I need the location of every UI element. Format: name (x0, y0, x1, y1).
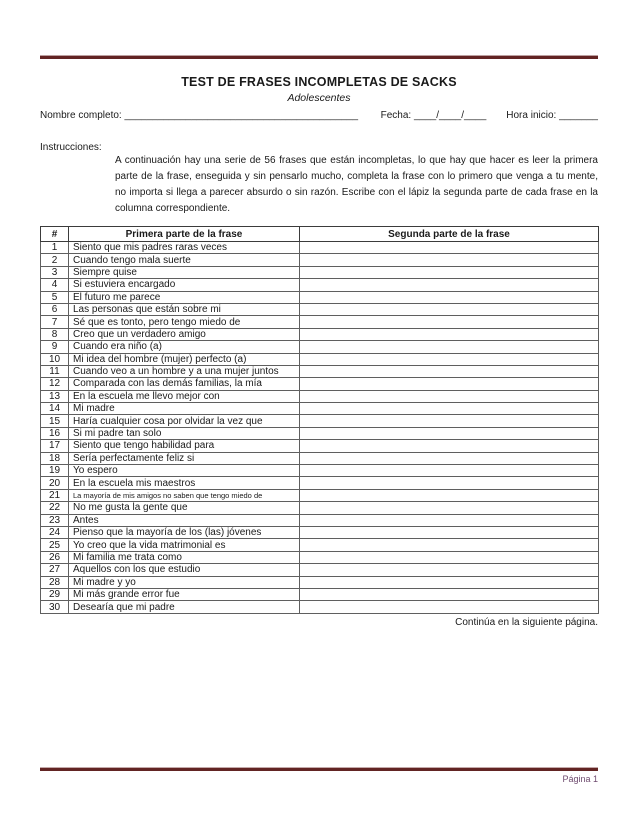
sentence-first-part: Cuando veo a un hombre y a una mujer juntos (69, 365, 300, 377)
date-field: Fecha: ____/____/____ (380, 110, 487, 121)
sentence-first-part: No me gusta la gente que (69, 502, 300, 514)
footer-rule (40, 767, 598, 771)
sentence-first-part: La mayoría de mis amigos no saben que tengo miedo de (69, 489, 300, 501)
sentence-second-part-blank (300, 242, 599, 254)
full-name-field: Nombre completo: __________________________________________ (40, 110, 359, 121)
row-number: 11 (41, 365, 69, 377)
row-number: 27 (41, 564, 69, 576)
table-row (41, 279, 599, 291)
row-number: 28 (41, 576, 69, 588)
row-number: 13 (41, 390, 69, 402)
sentence-first-part: Mi idea del hombre (mujer) perfecto (a) (69, 353, 300, 365)
sentence-first-part: El futuro me parece (69, 291, 300, 303)
page-title: TEST DE FRASES INCOMPLETAS DE SACKS (181, 75, 457, 89)
table-row (41, 477, 599, 489)
row-number: 1 (41, 242, 69, 254)
table-row (41, 291, 599, 303)
table-row (41, 328, 599, 340)
sentence-first-part: Comparada con las demás familias, la mía (69, 378, 300, 390)
sentence-second-part-blank (300, 576, 599, 588)
row-number: 26 (41, 551, 69, 563)
sentence-second-part-blank (300, 403, 599, 415)
sentence-first-part: Aquellos con los que estudio (69, 564, 300, 576)
table-row (41, 502, 599, 514)
table-row (41, 452, 599, 464)
table-row (41, 564, 599, 576)
start-time-field: Hora inicio: _______ (506, 110, 598, 121)
row-number: 21 (41, 489, 69, 501)
table-row (41, 316, 599, 328)
table-row (41, 365, 599, 377)
row-number: 7 (41, 316, 69, 328)
sentence-second-part-blank (300, 415, 599, 427)
table-row (41, 526, 599, 538)
sentence-second-part-blank (300, 551, 599, 563)
row-number: 16 (41, 427, 69, 439)
table-row (41, 415, 599, 427)
sentence-second-part-blank (300, 341, 599, 353)
row-number: 23 (41, 514, 69, 526)
table-row (41, 390, 599, 402)
row-number: 4 (41, 279, 69, 291)
sentence-second-part-blank (300, 303, 599, 315)
sentence-first-part: Mi madre (69, 403, 300, 415)
table-header-row (41, 227, 599, 242)
sentence-second-part-blank (300, 291, 599, 303)
row-number: 25 (41, 539, 69, 551)
sentence-second-part-blank (300, 601, 599, 613)
sentence-second-part-blank (300, 266, 599, 278)
table-row (41, 403, 599, 415)
sentence-second-part-blank (300, 427, 599, 439)
sentence-second-part-blank (300, 378, 599, 390)
sentence-second-part-blank (300, 254, 599, 266)
sentence-first-part: En la escuela me llevo mejor con (69, 390, 300, 402)
row-number: 5 (41, 291, 69, 303)
sentence-first-part: Haría cualquier cosa por olvidar la vez que (69, 415, 300, 427)
page-subtitle: Adolescentes (287, 92, 351, 104)
row-number: 6 (41, 303, 69, 315)
table-row (41, 601, 599, 613)
row-number: 12 (41, 378, 69, 390)
sentence-first-part: Sé que es tonto, pero tengo miedo de (69, 316, 300, 328)
table-row (41, 303, 599, 315)
sentence-first-part: Creo que un verdadero amigo (69, 328, 300, 340)
table-row (41, 465, 599, 477)
column-header-number: # (41, 227, 69, 242)
instructions-label: Instrucciones: (40, 142, 102, 153)
sentence-first-part: Siento que tengo habilidad para (69, 440, 300, 452)
sentence-first-part: Mi más grande error fue (69, 588, 300, 600)
row-number: 10 (41, 353, 69, 365)
table-row (41, 353, 599, 365)
sentence-second-part-blank (300, 316, 599, 328)
row-number: 8 (41, 328, 69, 340)
sentence-second-part-blank (300, 588, 599, 600)
page-footer (40, 767, 598, 784)
sentence-second-part-blank (300, 328, 599, 340)
sentence-second-part-blank (300, 279, 599, 291)
table-row (41, 242, 599, 254)
table-row (41, 551, 599, 563)
sentence-second-part-blank (300, 365, 599, 377)
header-rule (40, 55, 598, 59)
sentence-second-part-blank (300, 526, 599, 538)
column-header-second-part: Segunda parte de la frase (300, 227, 599, 242)
sentence-first-part: Siempre quise (69, 266, 300, 278)
sentence-first-part: Mi madre y yo (69, 576, 300, 588)
row-number: 22 (41, 502, 69, 514)
row-number: 24 (41, 526, 69, 538)
page-number: Página 1 (562, 774, 598, 784)
table-row (41, 539, 599, 551)
table-row (41, 341, 599, 353)
table-row (41, 588, 599, 600)
sentence-first-part: Mi familia me trata como (69, 551, 300, 563)
sentence-second-part-blank (300, 539, 599, 551)
sentence-first-part: Antes (69, 514, 300, 526)
row-number: 18 (41, 452, 69, 464)
sentence-second-part-blank (300, 452, 599, 464)
table-row (41, 266, 599, 278)
sentence-first-part: Sería perfectamente feliz si (69, 452, 300, 464)
row-number: 15 (41, 415, 69, 427)
sentence-first-part: Si mi padre tan solo (69, 427, 300, 439)
instructions-text: A continuación hay una serie de 56 frases que están incompletas, lo que hay que hacer es leer la primera parte de la frase, enseguida y sin pensarlo mucho, completa la frase con lo primero que venga a tu mente, no importa si llega a parecer absurdo o sin razón. Escribe con el lápiz la segunda parte de cada frase en la columna correspondiente. (115, 155, 598, 214)
sentence-first-part: Si estuviera encargado (69, 279, 300, 291)
table-row (41, 378, 599, 390)
sentence-first-part: Pienso que la mayoría de los (las) jóvenes (69, 526, 300, 538)
continuation-note: Continúa en la siguiente página. (455, 616, 598, 628)
row-number: 2 (41, 254, 69, 266)
sentence-first-part: En la escuela mis maestros (69, 477, 300, 489)
table-row (41, 440, 599, 452)
sentence-first-part: Desearía que mi padre (69, 601, 300, 613)
sentence-second-part-blank (300, 440, 599, 452)
row-number: 14 (41, 403, 69, 415)
sentence-second-part-blank (300, 502, 599, 514)
sentence-second-part-blank (300, 477, 599, 489)
row-number: 29 (41, 588, 69, 600)
sentence-second-part-blank (300, 514, 599, 526)
table-row (41, 576, 599, 588)
sentence-first-part: Cuando tengo mala suerte (69, 254, 300, 266)
sentence-second-part-blank (300, 564, 599, 576)
sentence-first-part: Las personas que están sobre mi (69, 303, 300, 315)
table-row (41, 489, 599, 501)
sentence-first-part: Yo creo que la vida matrimonial es (69, 539, 300, 551)
identification-row (40, 110, 598, 121)
sentence-second-part-blank (300, 465, 599, 477)
row-number: 30 (41, 601, 69, 613)
sentences-table (40, 226, 599, 614)
table-row (41, 514, 599, 526)
row-number: 19 (41, 465, 69, 477)
row-number: 3 (41, 266, 69, 278)
sentence-first-part: Yo espero (69, 465, 300, 477)
sentence-first-part: Siento que mis padres raras veces (69, 242, 300, 254)
sentence-first-part: Cuando era niño (a) (69, 341, 300, 353)
sentence-second-part-blank (300, 353, 599, 365)
table-row (41, 254, 599, 266)
table-row (41, 427, 599, 439)
sentence-second-part-blank (300, 489, 599, 501)
column-header-first-part: Primera parte de la frase (69, 227, 300, 242)
row-number: 17 (41, 440, 69, 452)
sentence-second-part-blank (300, 390, 599, 402)
row-number: 9 (41, 341, 69, 353)
row-number: 20 (41, 477, 69, 489)
